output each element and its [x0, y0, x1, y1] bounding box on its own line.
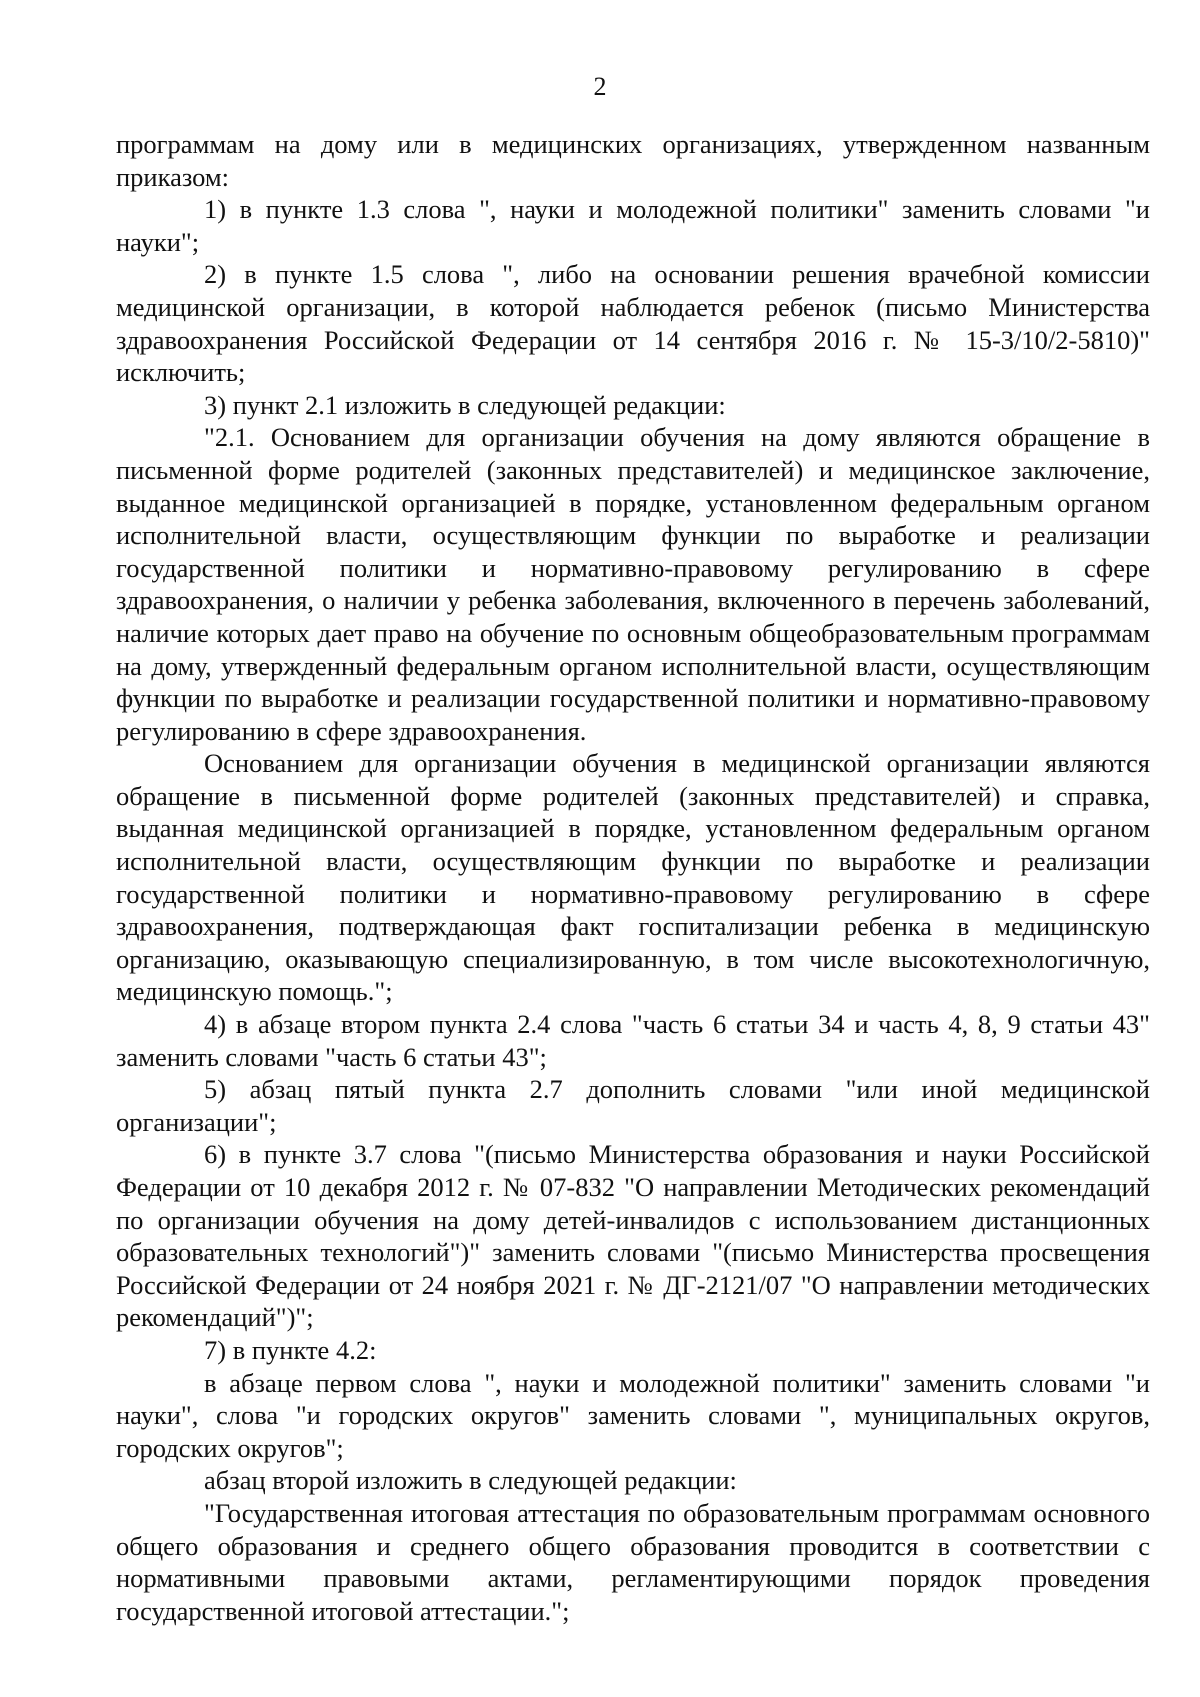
- paragraph: 6) в пункте 3.7 слова "(письмо Министерства образования и науки Российской Федерации от 10 декабря 2012 г. № 07-832 "О направлении Методических рекомендаций по организации обучения на дому детей-инвалидов с использованием дистанционных образовательных технологий")" заменить словами "(письмо Министерства просвещения Российской Федерации от 24 ноября 2021 г. № ДГ-2121/07 "О направлении методических рекомендаций")";: [116, 1139, 1150, 1333]
- paragraph: 5) абзац пятый пункта 2.7 дополнить словами "или иной медицинской организации";: [116, 1074, 1150, 1137]
- paragraph: абзац второй изложить в следующей редакции:: [204, 1465, 737, 1496]
- paragraph: "2.1. Основанием для организации обучения на дому являются обращение в письменной форме родителей (законных представителей) и медицинское заключение, выданное медицинской организацией в порядке, установленном федеральным органом исполнительной власти, осуществляющим функции по выработке и реализации государственной политики и нормативно-правовому регулированию в сфере здравоохранения, о наличии у ребенка заболевания, включенного в перечень заболеваний, наличие которых дает право на обучение по основным общеобразовательным программам на дому, утвержденный федеральным органом исполнительной власти, осуществляющим функции по выработке и реализации государственной политики и нормативно-правовому регулированию в сфере здравоохранения.: [116, 422, 1150, 746]
- paragraph: 7) в пункте 4.2:: [204, 1334, 377, 1365]
- document-body: [116, 128, 1150, 1627]
- paragraph: 3) пункт 2.1 изложить в следующей редакции:: [204, 389, 726, 420]
- paragraph: в абзаце первом слова ", науки и молодежной политики" заменить словами "и науки", слова "и городских округов" заменить словами ", муниципальных округов, городских округов";: [116, 1367, 1150, 1463]
- page-number: 2: [593, 72, 607, 101]
- paragraph: Основанием для организации обучения в медицинской организации являются обращение в письменной форме родителей (законных представителей) и справка, выданная медицинской организацией в порядке, установленном федеральным органом исполнительной власти, осуществляющим функции по выработке и реализации государственной политики и нормативно-правовому регулированию в сфере здравоохранения, подтверждающая факт госпитализации ребенка в медицинскую организацию, оказывающую специализированную, в том числе высокотехнологичную, медицинскую помощь.";: [116, 748, 1150, 1007]
- paragraph: 4) в абзаце втором пункта 2.4 слова "часть 6 статьи 34 и часть 4, 8, 9 статьи 43" заменить словами "часть 6 статьи 43";: [116, 1009, 1150, 1072]
- paragraph: 1) в пункте 1.3 слова ", науки и молодежной политики" заменить словами "и науки";: [116, 194, 1150, 257]
- paragraph: "Государственная итоговая аттестация по образовательным программам основного общего образования и среднего общего образования проводится в соответствии с нормативными правовыми актами, регламентирующими порядок проведения государственной итоговой аттестации.";: [116, 1497, 1150, 1626]
- paragraph: программам на дому или в медицинских организациях, утвержденном названным приказом:: [116, 129, 1150, 192]
- paragraph: 2) в пункте 1.5 слова ", либо на основании решения врачебной комиссии медицинской организации, в которой наблюдается ребенок (письмо Министерства здравоохранения Российской Федерации от 14 сентября 2016 г. № 15-3/10/2-5810)" исключить;: [116, 259, 1150, 388]
